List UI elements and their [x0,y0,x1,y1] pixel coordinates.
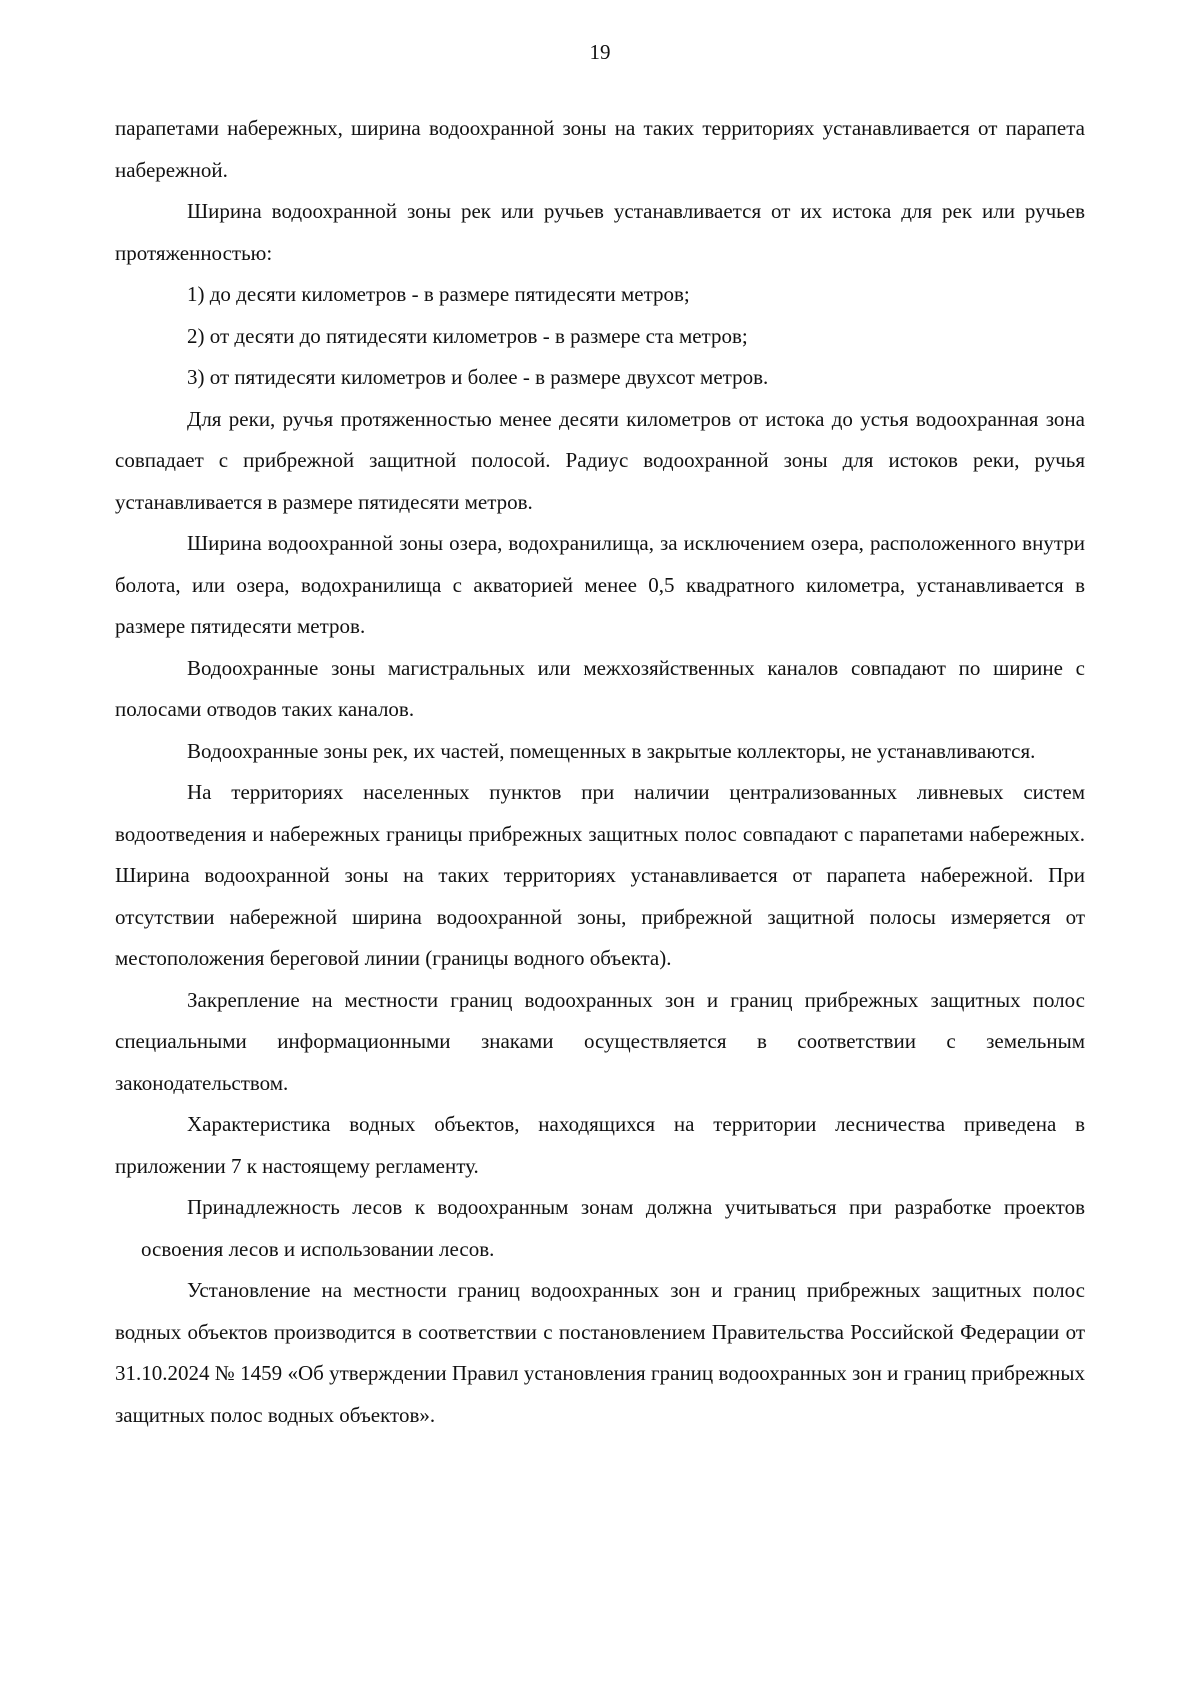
list-item-2: 2) от десяти до пятидесяти километров - в размере ста метров; [187,323,748,348]
list-item-3: 3) от пятидесяти километров и более - в размере двухсот метров. [187,365,769,389]
paragraph-canals: Водоохранные зоны магистральных или межхозяйственных каналов совпадают по ширине с полосами отводов таких каналов. [115,655,1085,721]
document-body [115,108,1085,1436]
paragraph-lake-width: Ширина водоохранной зоны озера, водохранилища, за исключением озера, расположенного внутри болота, или озера, водохранилища с акваторией менее 0,5 квадратного километра, устанавливается в размере пятидесяти метров. [115,531,1085,638]
paragraph-government-decree: Установление на местности границ водоохранных зон и границ прибрежных защитных полос водных объектов производится в соответствии с постановлением Правительства Российской Федерации от 31.10.2024 № 1459 «Об утверждении Правил установления границ водоохранных зон и границ прибрежных защитных полос водных объектов». [115,1278,1085,1427]
paragraph-continuation: парапетами набережных, ширина водоохранной зоны на таких территориях устанавливается от парапета набережной. [115,116,1085,182]
list-item-1: 1) до десяти километров - в размере пятидесяти метров; [187,282,690,306]
paragraph-closed-collectors: Водоохранные зоны рек, их частей, помещенных в закрытые коллекторы, не устанавливаются. [187,738,1036,763]
paragraph-river-width: Ширина водоохранной зоны рек или ручьев устанавливается от их истока для рек или ручьев протяженностью: [115,199,1085,265]
page-number: 19 [589,40,611,64]
paragraph-forest-projects: Принадлежность лесов к водоохранным зонам должна учитываться при разработке проектов освоения лесов и использовании лесов. [141,1195,1085,1261]
paragraph-settlements: На территориях населенных пунктов при наличии централизованных ливневых систем водоотведения и набережных границы прибрежных защитных полос совпадают с парапетами набережных. Ширина водоохранной зоны на таких территориях устанавливается от парапета набережной. При отсутствии набережной ширина водоохранной зоны, прибрежной защитной полосы измеряется от местоположения береговой линии (границы водного объекта). [115,780,1085,970]
paragraph-boundary-signs: Закрепление на местности границ водоохранных зон и границ прибрежных защитных полос специальными информационными знаками осуществляется в соответствии с земельным законодательством. [115,987,1085,1095]
paragraph-water-objects-appendix: Характеристика водных объектов, находящихся на территории лесничества приведена в приложении 7 к настоящему регламенту. [115,1112,1085,1178]
paragraph-short-rivers: Для реки, ручья протяженностью менее десяти километров от истока до устья водоохранная зона совпадает с прибрежной защитной полосой. Радиус водоохранной зоны для истоков реки, ручья устанавливается в размере пятидесяти метров. [115,406,1085,514]
